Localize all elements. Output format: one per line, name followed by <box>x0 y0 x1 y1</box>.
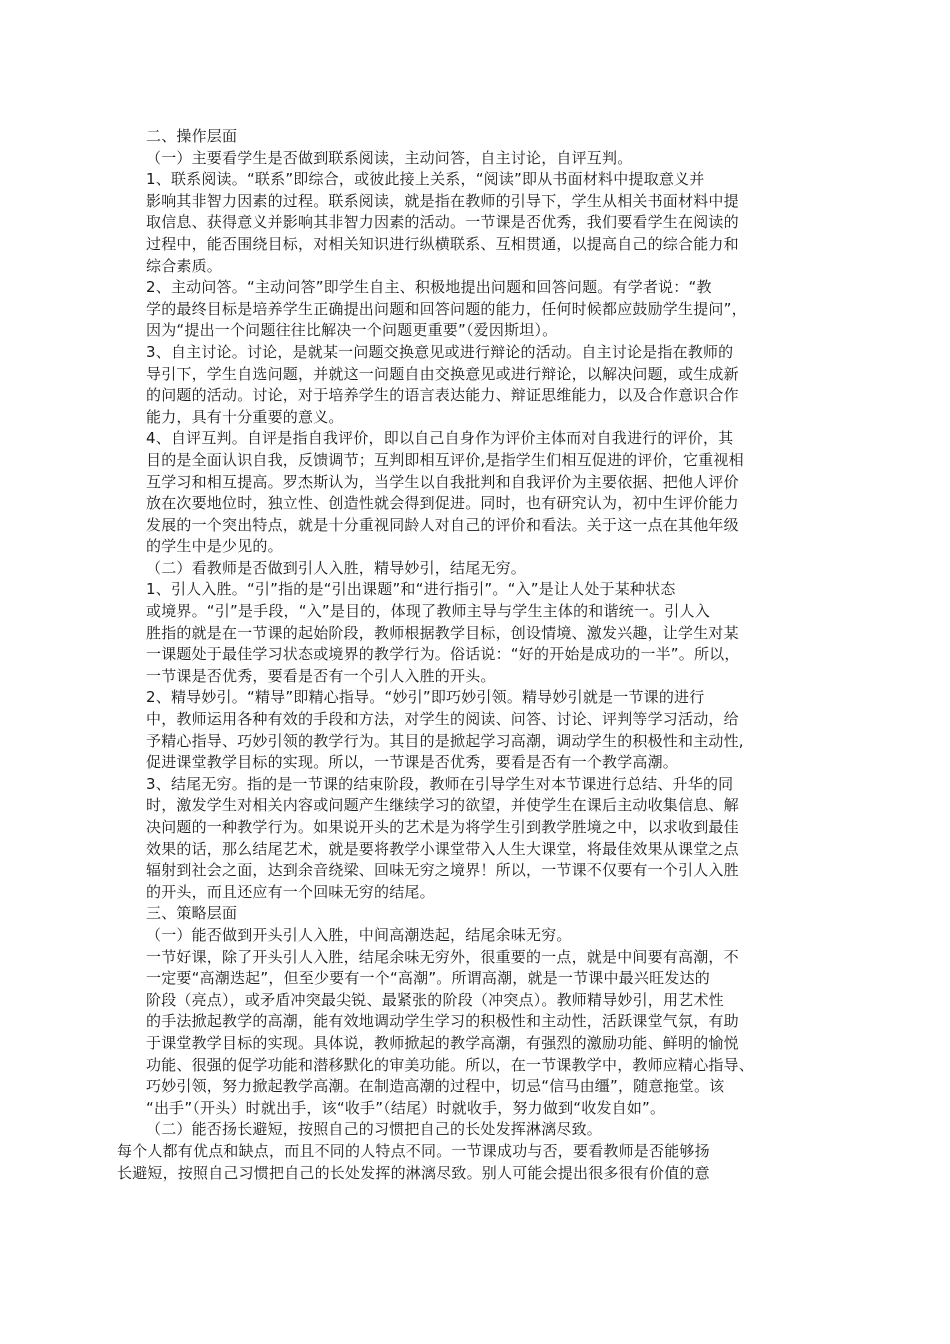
document-page <box>117 126 833 1184</box>
subsection-heading: （二）能否扬长避短，按照自己的习惯把自己的长处发挥淋漓尽致。 <box>146 1120 603 1139</box>
paragraph-line: 能力，具有十分重要的意义。 <box>146 407 344 426</box>
paragraph-line: 的开头，而且还应有一个回味无穷的结尾。 <box>146 882 435 901</box>
paragraph-line: 2、主动问答。“主动问答”即学生自主、积极地提出问题和回答问题。有学者说：“教 <box>146 278 712 297</box>
paragraph-line: 决问题的一种教学行为。如果说开头的艺术是为将学生引到教学胜境之中，以求收到最佳 <box>146 818 739 836</box>
paragraph-line: 的手法掀起教学的高潮，能有效地调动学生学习的积极性和主动性，活跃课堂气氛，有助 <box>146 1012 739 1031</box>
paragraph-line: 的学生中是少见的。 <box>146 537 283 556</box>
paragraph-line: 一节好课，除了开头引人入胜，结尾余味无穷外，很重要的一点，就是中间要有高潮，不 <box>146 947 739 966</box>
paragraph-line: 或境界。“引”是手段，“入”是目的，体现了教师主导与学生主体的和谐统一。引人入 <box>146 602 710 621</box>
paragraph-line: 促进课堂教学目标的实现。所以，一节课是否优秀，要看是否有一个教学高潮。 <box>146 753 679 772</box>
section-heading: 二、操作层面 <box>146 127 238 145</box>
paragraph-line: 每个人都有优点和缺点，而且不同的人特点不同。一节课成功与否，要看教师是否能够扬 <box>117 1141 710 1160</box>
paragraph-line: 的问题的活动。讨论，对于培养学生的语言表达能力、辩证思维能力，以及合作意识合作 <box>146 386 739 405</box>
paragraph-line: 过程中，能否围绕目标，对相关知识进行纵横联系、互相贯通，以提高自己的综合能力和 <box>146 234 739 253</box>
paragraph-line: 于课堂教学目标的实现。具体说，教师掀起的教学高潮，有强烈的激励功能、鲜明的愉悦 <box>146 1033 739 1052</box>
paragraph-line: 阶段（亮点），或矛盾冲突最尖锐、最紧张的阶段（冲突点）。教师精导妙引，用艺术性 <box>146 990 724 1009</box>
section-heading: 三、策略层面 <box>146 904 238 923</box>
paragraph-line: 放在次要地位时，独立性、创造性就会得到促进。同时，也有研究认为，初中生评价能力 <box>146 494 739 513</box>
subsection-heading: （二）看教师是否做到引人入胜，精导妙引，结尾无穷。 <box>146 558 527 577</box>
paragraph-line: 4、自评互判。自评是指自我评价，即以自己自身作为评价主体而对自我进行的评价，其 <box>146 429 734 448</box>
paragraph-line: 综合素质。 <box>146 256 223 275</box>
paragraph-line: 时，激发学生对相关内容或问题产生继续学习的欲望，并使学生在课后主动收集信息、解 <box>146 796 739 815</box>
paragraph-line: 1、引人入胜。“引”指的是“引出课题”和“进行指引”。“入”是让人处于某种状态 <box>146 580 676 599</box>
subsection-heading: （一）能否做到开头引人入胜，中间高潮迭起，结尾余味无穷。 <box>146 925 572 944</box>
paragraph-line: 3、自主讨论。讨论，是就某一问题交换意见或进行辩论的活动。自主讨论是指在教师的 <box>146 342 734 361</box>
paragraph-line: 辐射到社会之面，达到余音绕梁、回味无穷之境界！所以，一节课不仅要有一个引人入胜 <box>146 861 739 880</box>
paragraph-line: 因为“提出一个问题往往比解决一个问题更重要”（爱因斯坦）。 <box>146 321 558 340</box>
paragraph-line: 予精心指导、巧妙引领的教学行为。其目的是掀起学习高潮，调动学生的积极性和主动性, <box>146 731 744 750</box>
paragraph-line: 巧妙引领，努力掀起教学高潮。在制造高潮的过程中，切忌“信马由缰”，随意拖堂。该 <box>146 1077 725 1096</box>
paragraph-line: 中，教师运用各种有效的手段和方法，对学生的阅读、问答、讨论、评判等学习活动，给 <box>146 710 739 729</box>
paragraph-line: 取信息、获得意义并影响其非智力因素的活动。一节课是否优秀，我们要看学生在阅读的 <box>146 213 739 232</box>
paragraph-line: 3、结尾无穷。指的是一节课的结束阶段，教师在引导学生对本节课进行总结、升华的同 <box>146 774 734 793</box>
paragraph-line: 目的是全面认识自我，反馈调节；互判即相互评价,是指学生们相互促进的评价，它重视相 <box>146 450 744 469</box>
paragraph-line: 功能、很强的促学功能和潜移默化的审美功能。所以，在一节课教学中，教师应精心指导、 <box>146 1055 755 1074</box>
paragraph-line: 导引下，学生自选问题，并就这一问题自由交换意见或进行辩论，以解决问题，或生成新 <box>146 364 739 383</box>
paragraph-line: 2、精导妙引。“精导”即精心指导。“妙引”即巧妙引领。精导妙引就是一节课的进行 <box>146 688 705 707</box>
paragraph-line: 长避短，按照自己习惯把自己的长处发挥的淋漓尽致。别人可能会提出很多很有价值的意 <box>117 1163 710 1182</box>
paragraph-line: 效果的话，那么结尾艺术，就是要将教学小课堂带入人生大课堂，将最佳效果从课堂之点 <box>146 839 739 858</box>
paragraph-line: 1、联系阅读。“联系”即综合，或彼此接上关系，“阅读”即从书面材料中提取意义并 <box>146 170 705 189</box>
paragraph-line: 发展的一个突出特点，就是十分重视同龄人对自己的评价和看法。关于这一点在其他年级 <box>146 515 739 534</box>
subsection-heading: （一）主要看学生是否做到联系阅读，主动问答，自主讨论，自评互判。 <box>146 148 633 167</box>
paragraph-line: 一节课是否优秀，要看是否有一个引人入胜的开头。 <box>146 666 496 685</box>
paragraph-line: 影响其非智力因素的过程。联系阅读，就是指在教师的引导下，学生从相关书面材料中提 <box>146 191 739 210</box>
paragraph-line: 学的最终目标是培养学生正确提出问题和回答问题的能力，任何时候都应鼓励学生提问”， <box>146 299 747 318</box>
paragraph-line: “出手”（开头）时就出手，该“收手”（结尾）时就收手，努力做到“收发自如”。 <box>146 1098 666 1117</box>
paragraph-line: 一定要“高潮迭起”，但至少要有一个“高潮”。所谓高潮，就是一节课中最兴旺发达的 <box>146 969 710 988</box>
paragraph-line: 一课题处于最佳学习状态或境界的教学行为。俗话说：“好的开始是成功的一半”。所以， <box>146 645 740 664</box>
paragraph-line: 胜指的就是在一节课的起始阶段，教师根据教学目标，创设情境、激发兴趣，让学生对某 <box>146 623 739 642</box>
paragraph-line: 互学习和相互提高。罗杰斯认为，当学生以自我批判和自我评价为主要依据、把他人评价 <box>146 472 739 491</box>
